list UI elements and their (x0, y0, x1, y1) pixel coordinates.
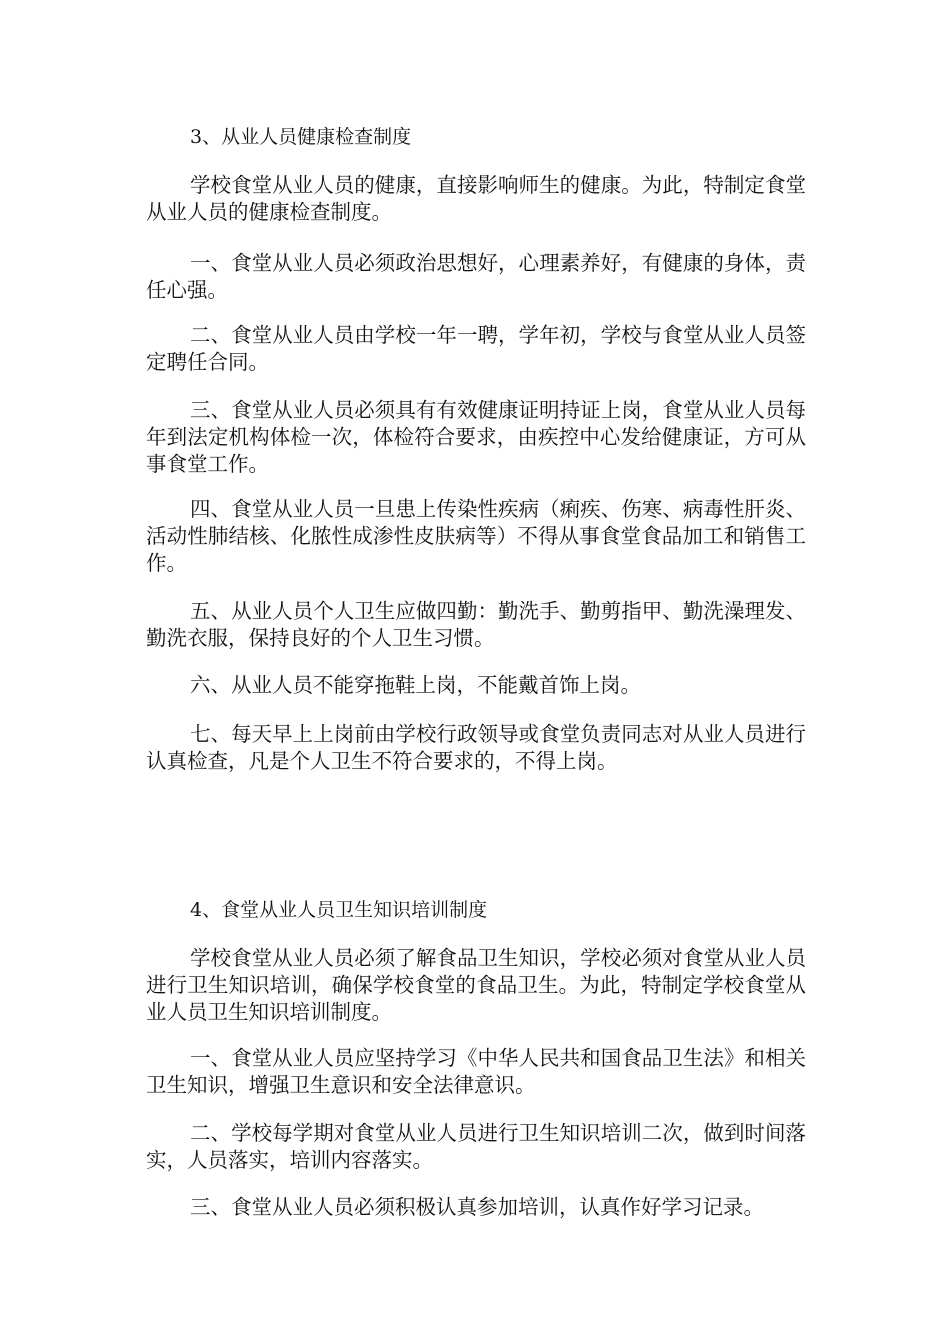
section-3-heading: 3、从业人员健康检查制度 (190, 126, 412, 148)
section-4-item-1: 一、食堂从业人员应坚持学习《中华人民共和国食品卫生法》和相关卫生知识，增强卫生意识和安全法律意识。 (146, 1046, 806, 1097)
section-4-item-3: 三、食堂从业人员必须积极认真参加培训，认真作好学习记录。 (190, 1195, 764, 1219)
section-3-item-6: 六、从业人员不能穿拖鞋上岗，不能戴首饰上岗。 (190, 673, 641, 697)
section-3-item-4: 四、食堂从业人员一旦患上传染性疾病（痢疾、伤寒、病毒性肝炎、活动性肺结核、化脓性成渗性皮肤病等）不得从事食堂食品加工和销售工作。 (146, 497, 806, 575)
section-3-item-2: 二、食堂从业人员由学校一年一聘，学年初，学校与食堂从业人员签定聘任合同。 (146, 323, 806, 374)
section-3-item-5: 五、从业人员个人卫生应做四勤：勤洗手、勤剪指甲、勤洗澡理发、勤洗衣服，保持良好的个人卫生习惯。 (146, 599, 806, 650)
section-4-item-2: 二、学校每学期对食堂从业人员进行卫生知识培训二次，做到时间落实，人员落实，培训内容落实。 (146, 1121, 806, 1172)
section-3-item-1: 一、食堂从业人员必须政治思想好，心理素养好，有健康的身体，责任心强。 (146, 251, 806, 302)
section-3-item-7: 七、每天早上上岗前由学校行政领导或食堂负责同志对从业人员进行认真检查，凡是个人卫生不符合要求的，不得上岗。 (146, 722, 806, 773)
section-4-intro: 学校食堂从业人员必须了解食品卫生知识，学校必须对食堂从业人员进行卫生知识培训，确保学校食堂的食品卫生。为此，特制定学校食堂从业人员卫生知识培训制度。 (146, 946, 806, 1024)
section-3-intro: 学校食堂从业人员的健康，直接影响师生的健康。为此，特制定食堂从业人员的健康检查制度。 (146, 173, 806, 224)
section-3-item-3: 三、食堂从业人员必须具有有效健康证明持证上岗，食堂从业人员每年到法定机构体检一次，体检符合要求，由疾控中心发给健康证，方可从事食堂工作。 (146, 398, 806, 476)
section-4-heading: 4、食堂从业人员卫生知识培训制度 (190, 899, 488, 921)
